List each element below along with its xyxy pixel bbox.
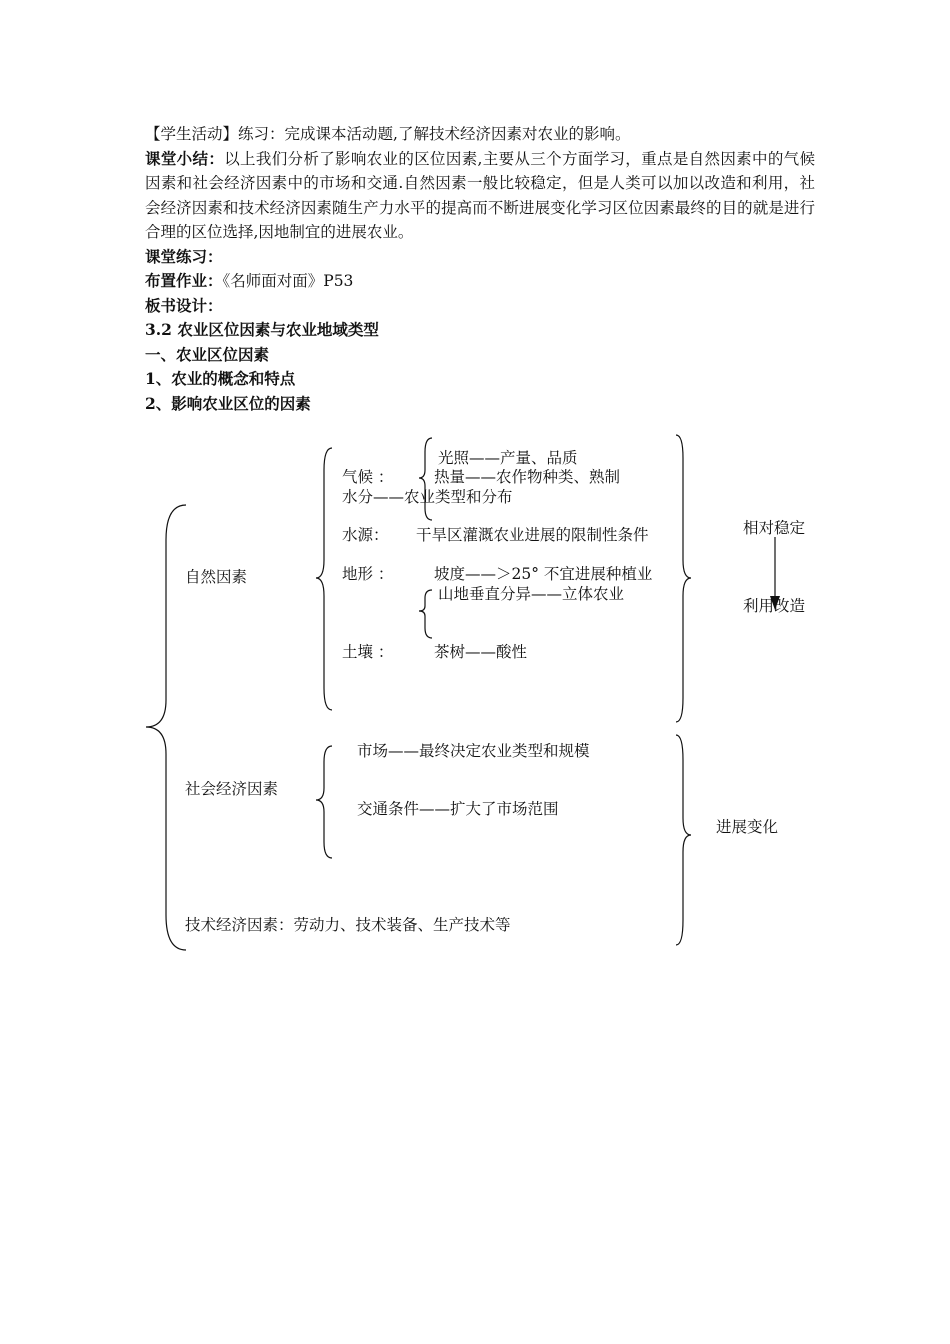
practice-label: 课堂练习： (145, 246, 223, 266)
homework-text: 《名师面对面》P53 (222, 272, 354, 290)
summary-text: 以上我们分析了影响农业的区位因素,主要从三个方面学习，重点是自然因素中的气候因素和社会经济因素中的市场和交通.自然因素一般比较稳定，但是人类可以加以改造和利用，社会经济因素和技术经济因素随生产力水平的提高而不断进展变化学习区位因素最终的目的就是进行合理的区位选择,因地制宜的进展农业。 (145, 149, 815, 241)
heading-factors: 一、农业区位因素 (145, 344, 270, 364)
soil-label: 土壤 ： (342, 643, 394, 661)
modify-label: 利用改造 (743, 597, 806, 615)
tea-text: 茶树——酸性 (434, 643, 528, 661)
mountain-text: 山地垂直分异——立体农业 (438, 585, 625, 603)
water-text: 水分——农业类型和分布 (342, 488, 513, 506)
board-label: 板书设计： (145, 295, 223, 315)
transport-text: 交通条件——扩大了市场范围 (357, 800, 559, 818)
slope-text: 坡度——＞25° 不宜进展种植业 (434, 565, 653, 583)
heading-concept: 1、农业的概念和特点 (145, 369, 296, 388)
terrain-label: 地形 ： (342, 565, 394, 583)
main-left-brace (146, 505, 186, 950)
heading-influence: 2、影响农业区位的因素 (145, 393, 311, 413)
tech-text: 技术经济因素：劳动力、技术装备、生产技术等 (185, 916, 511, 934)
natural-right-brace (676, 435, 691, 722)
heat-text: 热量——农作物种类、熟制 (434, 468, 621, 486)
homework-label: 布置作业： (145, 271, 223, 290)
social-left-brace (316, 746, 332, 858)
stable-label: 相对稳定 (743, 519, 806, 537)
natural-left-brace (316, 448, 332, 710)
water-source-text: 干旱区灌溉农业进展的限制性条件 (416, 526, 649, 544)
climate-label: 气候 ： (342, 468, 394, 486)
activity-text: 练习：完成课本活动题,了解技术经济因素对农业的影响。 (238, 125, 631, 143)
climate-left-brace (419, 438, 432, 520)
summary-label: 课堂小结： (145, 148, 225, 168)
dev-right-brace (676, 735, 691, 945)
social-label: 社会经济因素 (185, 780, 279, 798)
market-text: 市场——最终决定农业类型和规模 (357, 742, 590, 760)
develop-label: 进展变化 (716, 818, 779, 836)
activity-label: 【学生活动】 (145, 125, 239, 143)
light-text: 光照——产量、品质 (438, 449, 578, 467)
natural-label: 自然因素 (185, 568, 248, 586)
terrain-left-brace (419, 590, 432, 638)
heading-section: 3.2 农业区位因素与农业地域类型 (145, 320, 379, 339)
water-source-label: 水源： (342, 526, 389, 544)
